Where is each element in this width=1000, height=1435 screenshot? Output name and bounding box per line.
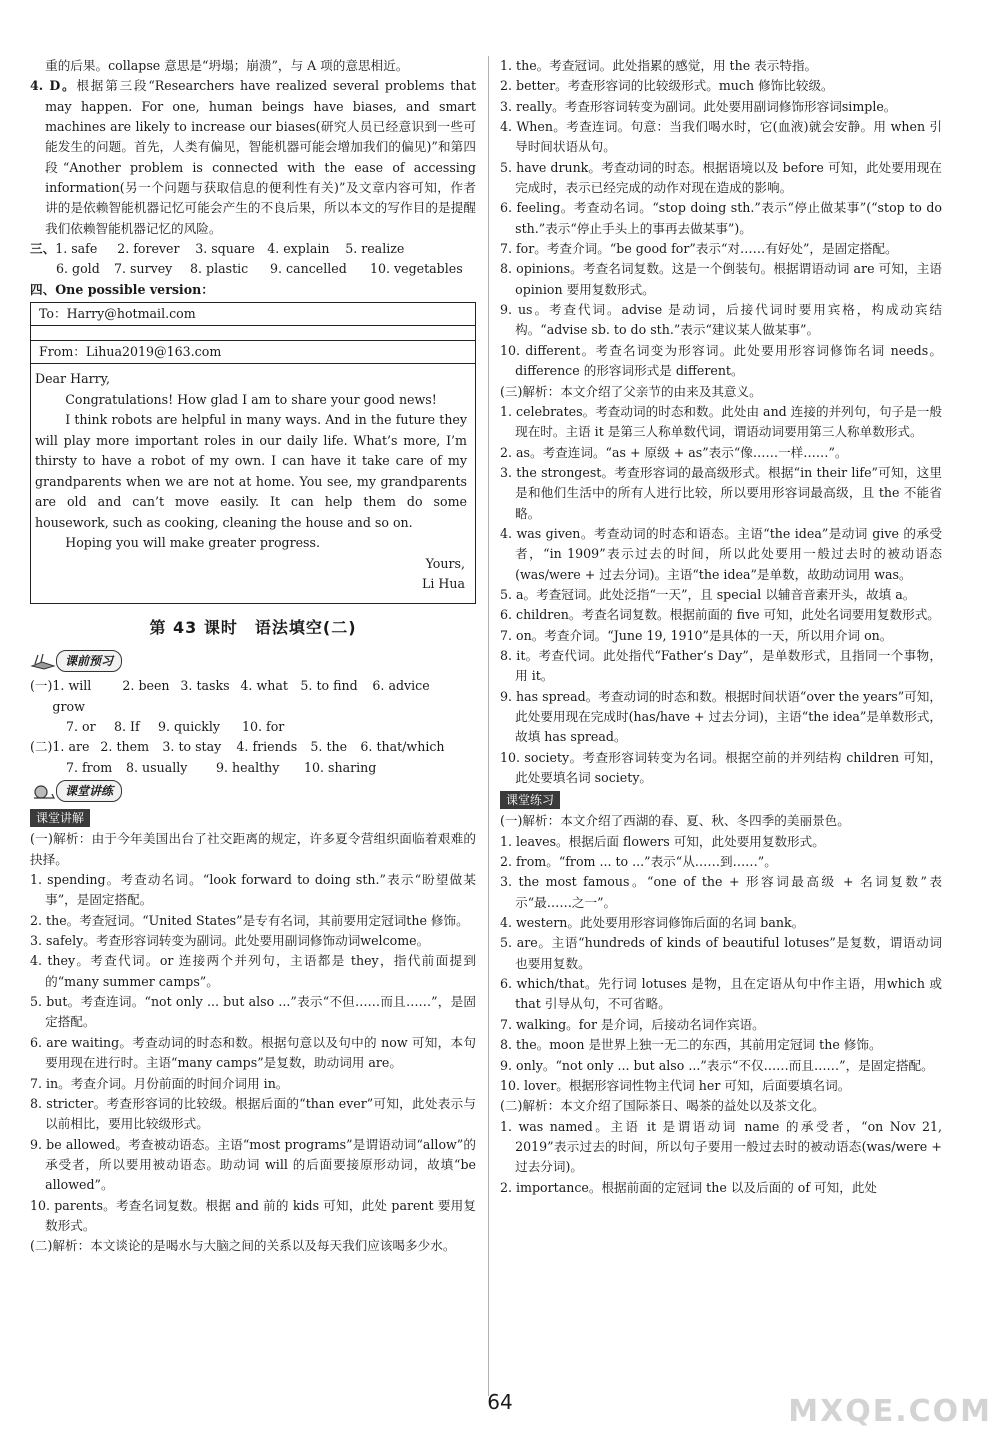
list-item: 4. When。考查连词。句意：当我们喝水时，它(血液)就会安静。用 when 引导时间状语从句。 [500, 119, 942, 155]
answer-item: 3. to stay [162, 739, 222, 755]
section3-label: 三、 [30, 241, 56, 257]
answer-item: 7. or [66, 719, 96, 734]
practice2-intro: (二)解析：本文介绍了国际茶日、喝茶的益处以及茶文化。 [500, 1098, 825, 1114]
list-item: 7. walking。for 是介词，后接动名词作宾语。 [500, 1016, 765, 1032]
section3-answers [30, 239, 476, 280]
list-item: 1. celebrates。考查动词的时态和数。此处由 and 连接的并列句，句子是一般现在时。主语 it 是第三人称单数代词，谓语动词要用第三人称单数形式。 [500, 403, 942, 440]
email-from: From：Lihua2019@163.com [31, 340, 475, 364]
email-signature: Li Hua [422, 576, 465, 592]
answer-item: 6. gold [56, 261, 100, 277]
answer-item: 9. cancelled [270, 261, 347, 277]
list-item: 8. stricter。考查形容词的比较级。根据后面的“than ever”可知，此处表示与以前相比，要用比较级形式。 [30, 1095, 476, 1132]
list-item: 2. importance。根据前面的定冠词 the 以及后面的 of 可知，此处 [500, 1179, 878, 1195]
answer-item: 1. are [52, 739, 90, 755]
email-greeting: Dear Harry, [35, 371, 111, 387]
column-divider [488, 56, 489, 1396]
list-item: 5. have drunk。考查动词的时态。根据语境以及 before 可知，此处要用现在完成时，表示已经完成的动作对现在造成的影响。 [500, 159, 942, 196]
preview-banner-label: 课前预习 [56, 650, 122, 672]
q4-text: 根据第三段“Researchers have realized several problems that may happen. For one, human beings have biases, and smart machines are likely to increase our biases(研究人员已经意识到一些可能发生的问题。首先，人类有偏见，智能机器可能会增加我们的偏见)”和第四段“Another problem is connected with the ease of accessing information(另一个问题与获取信息的便利性有关)”及文章内容可知，作者讲的是依赖智能机器记忆可能会产生的不良后果，所以本文的写作目的是提醒我们依赖智能机器记忆的风险。 [45, 78, 476, 236]
list-item: 5. a。考查冠词。此处泛指“一天”，且 special 以辅音音素开头，故填 a。 [500, 586, 916, 602]
preview1-label: (一) [30, 678, 53, 694]
q4-number: 4. D。 [30, 78, 77, 94]
list-item: 6. feeling。考查动名词。“stop doing sth.”表示“停止做某事”(“stop to do sth.”表示“停止手头上的事再去做某事”)。 [500, 200, 942, 236]
preview-banner [30, 650, 122, 672]
list-item: 3. the strongest。考查形容词的最高级形式。根据“in their life”可知，这里是和他们生活中的所有人进行比较，所以要用形容词最高级，且 the 不能省略。 [500, 464, 942, 521]
list-item: 5. but。考查连词。“not only ... but also ...”表示“不但……而且……”，是固定搭配。 [30, 994, 476, 1030]
email-para3: Hoping you will make greater progress. [65, 535, 320, 551]
answer-item: 5. to find [300, 678, 358, 694]
lecture2-intro: (二)解析：本文谈论的是喝水与大脑之间的关系以及每天我们应该喝多少水。 [30, 1238, 456, 1254]
preview1-row1 [30, 676, 476, 717]
preview1-row2 [30, 717, 476, 737]
list-item: 2. as。考查连词。“as + 原级 + as”表示“像……一样……”。 [500, 444, 848, 460]
list-item: 9. only。“not only ... but also ...”表示“不仅……而且……”，是固定搭配。 [500, 1057, 934, 1073]
answer-item: 8. If [114, 719, 140, 734]
list-item: 8. it。考查代词。此处指代“Father’s Day”，是单数形式，且指同一个事物，用 it。 [500, 647, 942, 684]
answer-item: 8. plastic [190, 261, 249, 277]
lecture-tag: 课堂讲解 [30, 809, 90, 827]
preview2-row1 [30, 737, 476, 757]
email-para1: Congratulations! How glad I am to share your good news! [65, 391, 437, 407]
list-item: 9. be allowed。考查被动语态。主语“most programs”是谓语动词“allow”的承受者，所以要用被动语态。助动词 will 的后面要接原形动词，故填“be allowed”。 [30, 1136, 476, 1193]
lecture1-intro: (一)解析：由于今年美国出台了社交距离的规定，许多夏令营组织面临着艰难的抉择。 [30, 831, 476, 867]
class-banner [30, 780, 122, 802]
answer-item: 4. friends [236, 739, 298, 755]
answer-item: 9. quickly [158, 719, 221, 734]
list-item: 4. they。考查代词。or 连接两个并列句，主语都是 they，指代前面提到的“many summer camps”。 [30, 953, 476, 989]
list-item: 1. spending。考查动名词。“look forward to doing sth.”表示“盼望做某事”，是固定搭配。 [30, 872, 476, 908]
class-banner-label: 课堂讲练 [56, 780, 122, 802]
preview2-label: (二) [30, 739, 53, 755]
answer-item: 4. what [240, 678, 288, 694]
email-box [30, 302, 476, 604]
answer-item: 5. realize [345, 241, 405, 257]
list-item: 10. society。考查形容词转变为名词。根据空前的并列结构 children 可知，此处要填名词 society。 [500, 749, 942, 786]
left-column [30, 56, 476, 1257]
snail-icon [30, 782, 56, 800]
practice1-intro: (一)解析：本文介绍了西湖的春、夏、秋、冬四季的美丽景色。 [500, 813, 850, 829]
answer-item: 5. the [310, 739, 348, 755]
list-item: 2. the。考查冠词。“United States”是专有名词，其前要用定冠词the 修饰。 [30, 912, 469, 928]
answer-item: 2. been [122, 678, 170, 694]
list-item: 3. really。考查形容词转变为副词。此处要用副词修饰形容词simple。 [500, 98, 897, 114]
section3-row2 [30, 259, 476, 279]
list-item: 7. on。考查介词。“June 19, 1910”是具体的一天，所以用介词 on。 [500, 627, 893, 643]
answer-item: 1. will grow [52, 678, 92, 714]
answer-item: 6. that/which [360, 739, 445, 755]
list-item: 4. was given。考查动词的时态和语态。主语“the idea”是动词 give 的承受者，“in 1909”表示过去的时间，所以此处要用一般过去时的被动语态(was/were + 过去分词)。主语“the idea”是单数，故助动词用 was。 [500, 525, 942, 582]
list-item: 10. different。考查名词变为形容词。此处要用形容词修饰名词 needs。difference 的形容词形式是 different。 [500, 342, 942, 379]
list-item: 10. lover。根据形容词性物主代词 her 可知，后面要填名词。 [500, 1077, 851, 1093]
answer-item: 10. sharing [304, 759, 377, 775]
section3-intro: (三)解析：本文介绍了父亲节的由来及其意义。 [500, 383, 762, 399]
preview2-row2 [30, 758, 476, 778]
right-column [500, 56, 942, 1198]
list-item: 7. in。考查介词。月份前面的时间介词用 in。 [30, 1075, 289, 1091]
answer-item: 2. forever [117, 241, 180, 257]
answer-item: 8. usually [126, 759, 188, 775]
list-item: 6. children。考查名词复数。根据前面的 five 可知，此处名词要用复数形式。 [500, 607, 940, 623]
list-item: 9. us。考查代词。advise 是动词，后接代词时要用宾格，构成动宾结构。“advise sb. to do sth.”表示“建议某人做某事”。 [500, 302, 942, 338]
practice-tag: 课堂练习 [500, 791, 560, 809]
list-item: 4. western。此处要用形容词修饰后面的名词 bank。 [500, 915, 805, 931]
list-item: 10. parents。考查名词复数。根据 and 前的 kids 可知，此处 parent 要用复数形式。 [30, 1197, 476, 1233]
list-item: 6. which/that。先行词 lotuses 是物，且在定语从句中作主语，用which 或 that 引导从句，不可省略。 [500, 976, 942, 1012]
email-closing: Yours, [425, 555, 465, 571]
book-icon [30, 652, 56, 670]
list-item: 1. leaves。根据后面 flowers 可知，此处要用复数形式。 [500, 833, 825, 849]
list-item: 2. better。考查形容词的比较级形式。much 修饰比较级。 [500, 78, 834, 94]
email-para2: I think robots are helpful in many ways. And in the future they will play more important roles in our daily life. What’s more, I’m thirsty to have a robot of my own. I can have it take care of my grandparents when we are not at home. You see, my grandparents are old and can’t move easily. It can help them do some housework, such as cooking, cleaning the house and so on. [35, 412, 467, 530]
answer-item: 7. survey [114, 261, 173, 277]
left-continuation: 重的后果。collapse 意思是“坍塌；崩溃”，与 A 项的意思相近。 [45, 58, 409, 73]
email-body [31, 364, 475, 603]
list-item: 3. the most famous。“one of the + 形容词最高级 + 名词复数”表示“最……之一”。 [500, 874, 942, 910]
answer-item: 10. for [242, 719, 285, 734]
page-number: 64 [487, 1390, 513, 1414]
answer-item: 1. safe [55, 241, 98, 257]
list-item: 7. for。考查介词。“be good for”表示“对……有好处”，是固定搭配。 [500, 241, 898, 257]
lesson-title: 第 43 课时 语法填空(二) [149, 617, 357, 637]
answer-item: 3. tasks [180, 678, 230, 694]
list-item: 3. safely。考查形容词转变为副词。此处要用副词修饰动词welcome。 [30, 933, 430, 949]
list-item: 1. the。考查冠词。此处指累的感觉，用 the 表示特指。 [500, 58, 818, 73]
list-item: 9. has spread。考查动词的时态和数。根据时间状语“over the years”可知，此处要用现在完成时(has/have + 过去分词)，主语“the idea”是单数形式，故填 has spread。 [500, 688, 942, 745]
watermark: MXQE.COM [788, 1394, 992, 1429]
list-item: 8. opinions。考查名词复数。这是一个倒装句。根据谓语动词 are 可知，主语 opinion 要用复数形式。 [500, 261, 942, 297]
answer-item: 10. vegetables [370, 261, 463, 277]
list-item: 6. are waiting。考查动词的时态和数。根据句意以及句中的 now 可知，本句要用现在进行时。主语“many camps”是复数，助动词用 are。 [30, 1034, 476, 1071]
email-to: To：Harry@hotmail.com [31, 303, 475, 326]
q4-explanation [30, 76, 476, 239]
answer-item: 7. from [66, 759, 113, 775]
answer-item: 3. square [195, 241, 255, 257]
answer-item: 9. healthy [216, 759, 280, 775]
section3-row1 [30, 239, 476, 259]
list-item: 8. the。moon 是世界上独一无二的东西，其前用定冠词 the 修饰。 [500, 1037, 882, 1053]
answer-item: 4. explain [267, 241, 330, 257]
list-item: 2. from。“from ... to ...”表示“从……到……”。 [500, 854, 777, 870]
list-item: 1. was named。主语 it 是谓语动词 name 的承受者，“on Nov 21, 2019”表示过去的时间，所以句子要用一般过去时的被动语态(was/were + 过去分词)。 [500, 1118, 942, 1175]
list-item: 5. are。主语“hundreds of kinds of beautiful lotuses”是复数，谓语动词也要用复数。 [500, 935, 942, 971]
answer-item: 2. them [100, 739, 150, 755]
answer-item: 6. advice [372, 678, 430, 694]
section4-label: 四、One possible version： [30, 281, 214, 297]
